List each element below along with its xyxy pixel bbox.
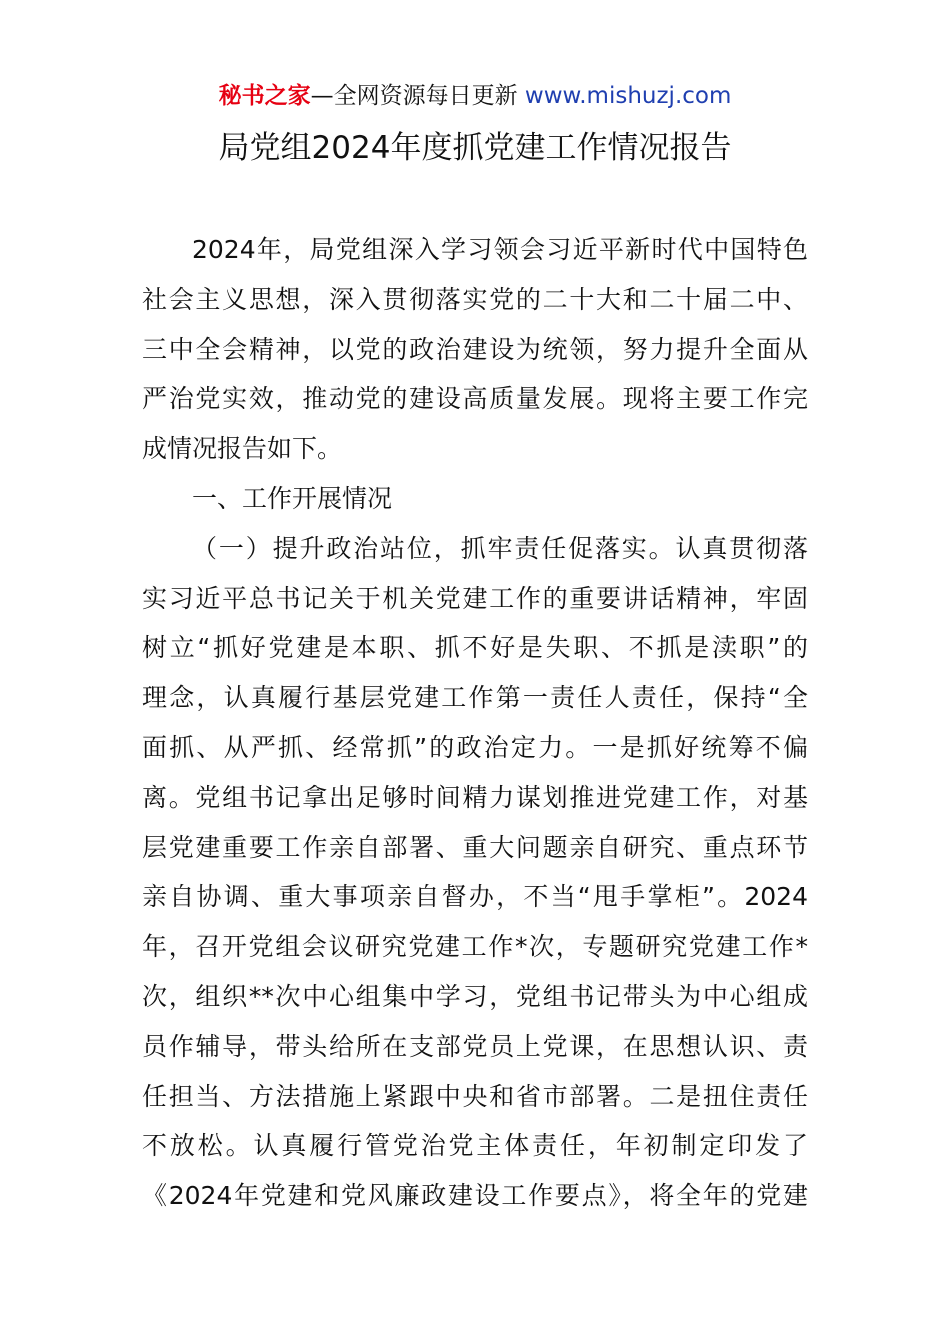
watermark-url: www.mishuzj.com (524, 83, 732, 109)
body-line: 实习近平总书记关于机关党建工作的重要讲话精神，牢固 (142, 583, 808, 613)
document-title: 局党组2024年度抓党建工作情况报告 (218, 130, 732, 166)
body-line: 社会主义思想，深入贯彻落实党的二十大和二十届二中、 (142, 284, 808, 314)
body-line: 严治党实效，推动党的建设高质量发展。现将主要工作完 (142, 384, 808, 414)
body-line: 层党建重要工作亲自部署、重大问题亲自研究、重点环节 (142, 832, 808, 862)
body-line: 《2024年党建和党风廉政建设工作要点》，将全年的党建 (142, 1181, 808, 1211)
body-line: 三中全会精神，以党的政治建设为统领，努力提升全面从 (142, 334, 808, 364)
body-line: 树立“抓好党建是本职、抓不好是失职、不抓是渎职”的 (142, 633, 808, 663)
body-line: 亲自协调、重大事项亲自督办，不当“甩手掌柜”。2024 (142, 882, 808, 912)
body-line: 面抓、从严抓、经常抓”的政治定力。一是抓好统筹不偏 (142, 732, 808, 762)
body-line: （一）提升政治站位，抓牢责任促落实。认真贯彻落 (192, 533, 808, 563)
body-line: 离。党组书记拿出足够时间精力谋划推进党建工作，对基 (142, 782, 808, 812)
body-line: 成情况报告如下。 (142, 434, 343, 464)
body-line: 员作辅导，带头给所在支部党员上党课，在思想认识、责 (142, 1031, 808, 1061)
watermark-brand: 秘书之家 (218, 83, 311, 109)
site-watermark (0, 80, 950, 112)
body-line: 次，组织**次中心组集中学习，党组书记带头为中心组成 (142, 981, 808, 1011)
watermark-tagline: —全网资源每日更新 (310, 83, 525, 109)
body-line: 不放松。认真履行管党治党主体责任，年初制定印发了 (142, 1131, 808, 1161)
body-line: 一、工作开展情况 (192, 483, 393, 513)
body-line: 年，召开党组会议研究党建工作*次，专题研究党建工作* (142, 932, 808, 962)
body-line: 任担当、方法措施上紧跟中央和省市部署。二是扭住责任 (142, 1081, 808, 1111)
body-line: 理念，认真履行基层党建工作第一责任人责任，保持“全 (142, 683, 808, 713)
body-line: 2024年，局党组深入学习领会习近平新时代中国特色 (192, 235, 808, 264)
document-body (142, 225, 808, 1221)
